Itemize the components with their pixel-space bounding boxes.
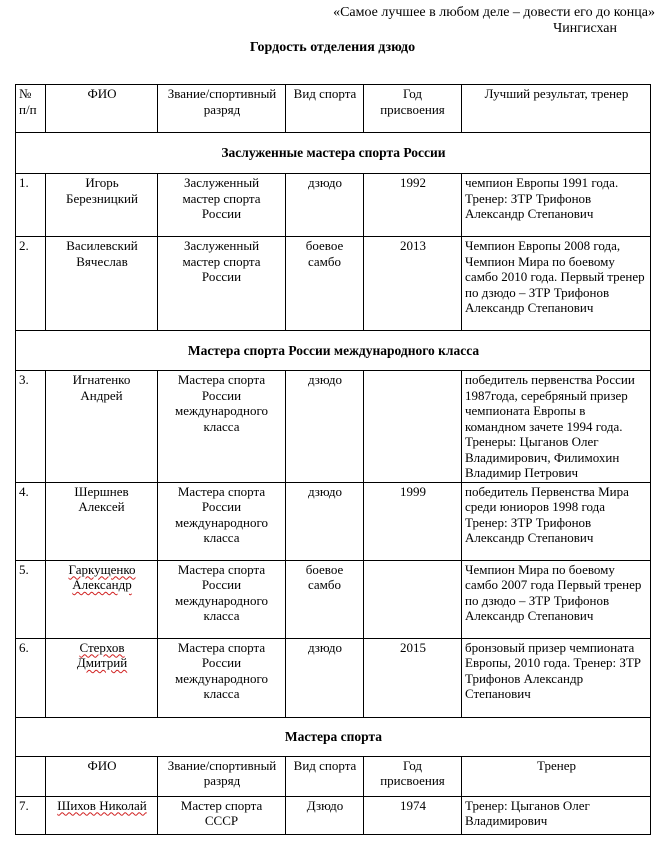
table-row xyxy=(16,482,651,560)
row-num: 7. xyxy=(16,796,46,834)
header-name: ФИО xyxy=(46,85,158,133)
header-result: Лучший результат, тренер xyxy=(462,85,651,133)
row-result: бронзовый призер чемпионата Европы, 2010 года. Тренер: ЗТР Трифонов Александр Степанович xyxy=(462,638,651,717)
header-name: ФИО xyxy=(46,756,158,796)
row-rank: Заслуженный мастер спорта России xyxy=(158,237,286,331)
epigraph-quote: «Самое лучшее в любом деле – довести его до конца» xyxy=(333,5,655,20)
row-year: 2013 xyxy=(364,237,462,331)
header-sport: Вид спорта xyxy=(286,85,364,133)
epigraph-author: Чингисхан xyxy=(553,21,617,36)
header-num xyxy=(16,756,46,796)
row-year: 1999 xyxy=(364,482,462,560)
row-year xyxy=(364,371,462,483)
epigraph xyxy=(250,5,655,37)
section-row xyxy=(16,331,651,371)
row-num: 6. xyxy=(16,638,46,717)
row-name: Стерхов Дмитрий xyxy=(46,638,158,717)
table-row xyxy=(16,174,651,237)
header-sport: Вид спорта xyxy=(286,756,364,796)
row-result: Чемпион Мира по боевому самбо 2007 года Первый тренер по дзюдо – ЗТР Трифонов Александр Степанович xyxy=(462,560,651,638)
section-row xyxy=(16,717,651,756)
section-title: Мастера спорта России международного класса xyxy=(16,331,651,371)
row-rank: Мастера спорта России международного класса xyxy=(158,371,286,483)
table-row xyxy=(16,371,651,483)
row-result: чемпион Европы 1991 года. Тренер: ЗТР Трифонов Александр Степанович xyxy=(462,174,651,237)
row-sport: Дзюдо xyxy=(286,796,364,834)
row-result: победитель первенства России 1987года, серебряный призер чемпионата Европы в командном зачете 1994 года. Тренеры: Цыганов Олег Владимирович, Филимохин Владимир Петрович xyxy=(462,371,651,483)
row-name: Игорь Березницкий xyxy=(46,174,158,237)
table-row xyxy=(16,638,651,717)
row-name: Василевский Вячеслав xyxy=(46,237,158,331)
row-sport: дзюдо xyxy=(286,371,364,483)
row-year xyxy=(364,560,462,638)
table-row xyxy=(16,560,651,638)
header-result: Тренер xyxy=(462,756,651,796)
row-name: Игнатенко Андрей xyxy=(46,371,158,483)
row-result: Тренер: Цыганов Олег Владимирович xyxy=(462,796,651,834)
row-year: 1974 xyxy=(364,796,462,834)
row-rank: Мастера спорта России международного класса xyxy=(158,638,286,717)
table-header-row xyxy=(16,85,651,133)
table-row xyxy=(16,796,651,834)
section-row xyxy=(16,133,651,174)
row-rank: Мастера спорта России международного класса xyxy=(158,482,286,560)
row-num: 1. xyxy=(16,174,46,237)
row-year: 2015 xyxy=(364,638,462,717)
row-result: Чемпион Европы 2008 года, Чемпион Мира по боевому самбо 2010 года. Первый тренер по дзюдо – ЗТР Трифонов Александр Степанович xyxy=(462,237,651,331)
row-sport: боевое самбо xyxy=(286,237,364,331)
header-rank: Звание/спортивный разряд xyxy=(158,85,286,133)
row-num: 3. xyxy=(16,371,46,483)
row-num: 5. xyxy=(16,560,46,638)
table-header-row xyxy=(16,756,651,796)
row-year: 1992 xyxy=(364,174,462,237)
page-title: Гордость отделения дзюдо xyxy=(249,40,416,55)
row-rank: Заслуженный мастер спорта России xyxy=(158,174,286,237)
row-name: Гаркущенко Александр xyxy=(46,560,158,638)
section-title: Заслуженные мастера спорта России xyxy=(16,133,651,174)
row-sport: дзюдо xyxy=(286,482,364,560)
header-rank: Звание/спортивный разряд xyxy=(158,756,286,796)
row-name: Шершнев Алексей xyxy=(46,482,158,560)
row-name: Шихов Николай xyxy=(46,796,158,834)
header-year: Год присвоения xyxy=(364,85,462,133)
table-row xyxy=(16,237,651,331)
header-num: № п/п xyxy=(16,85,46,133)
row-rank: Мастера спорта России международного класса xyxy=(158,560,286,638)
row-sport: боевое самбо xyxy=(286,560,364,638)
section-title: Мастера спорта xyxy=(16,717,651,756)
athletes-table xyxy=(15,84,651,835)
row-result: победитель Первенства Мира среди юниоров 1998 года Тренер: ЗТР Трифонов Александр Степанович xyxy=(462,482,651,560)
row-sport: дзюдо xyxy=(286,638,364,717)
row-rank: Мастер спорта СССР xyxy=(158,796,286,834)
row-num: 2. xyxy=(16,237,46,331)
row-sport: дзюдо xyxy=(286,174,364,237)
header-year: Год присвоения xyxy=(364,756,462,796)
row-num: 4. xyxy=(16,482,46,560)
